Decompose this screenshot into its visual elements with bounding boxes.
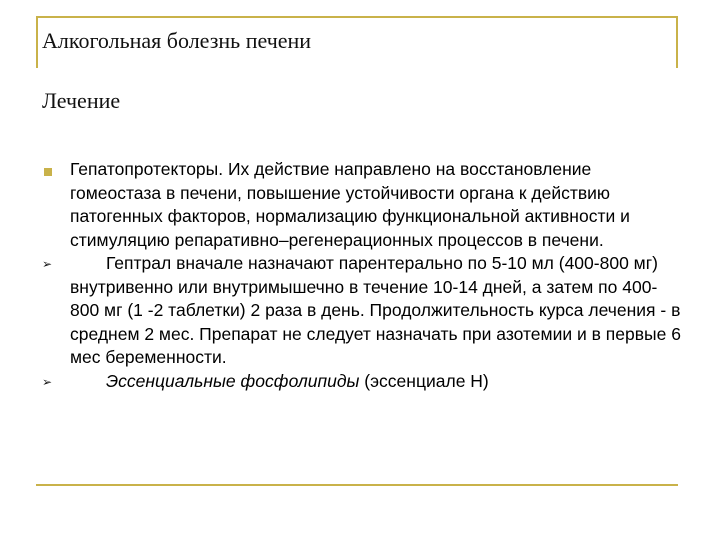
frame-bottom-line (36, 484, 678, 486)
frame-right-line (676, 16, 678, 68)
frame-left-line (36, 16, 38, 68)
square-bullet-icon (42, 158, 58, 182)
list-item-text: Гепатопротекторы. Их действие направлено на восстановление гомеостаза в печени, повышение устойчивости органа к действию патогенных факторов, нормализацию функциональной активности и стимуляцию репаративно–регенерационных процессов в печени. (70, 159, 630, 250)
bullet-list (42, 158, 682, 393)
list-item (42, 370, 682, 394)
list-item-text: (эссенциале Н) (359, 370, 489, 391)
list-item-text: Гептрал вначале назначают парентерально по 5-10 мл (400-800 мг) внутривенно или внутримышечно в течение 10-14 дней, а затем по 400-800 мг (1 -2 таблетки) 2 раза в день. Продолжительность курса лечения - в среднем 2 мес. Препарат не следует назначать при азотемии и в первые 6 мес беременности. (70, 253, 681, 367)
frame-top-line (36, 16, 678, 18)
arrow-bullet-icon: ➢ (42, 374, 53, 389)
arrow-bullet-icon: ➢ (42, 257, 53, 271)
section-title: Лечение (42, 88, 121, 113)
list-item (42, 158, 682, 252)
slide-header-title: Алкогольная болезнь печени (42, 28, 312, 53)
list-item-italic-text: Эссенциальные фосфолипиды (106, 370, 360, 391)
list-item (42, 252, 682, 370)
